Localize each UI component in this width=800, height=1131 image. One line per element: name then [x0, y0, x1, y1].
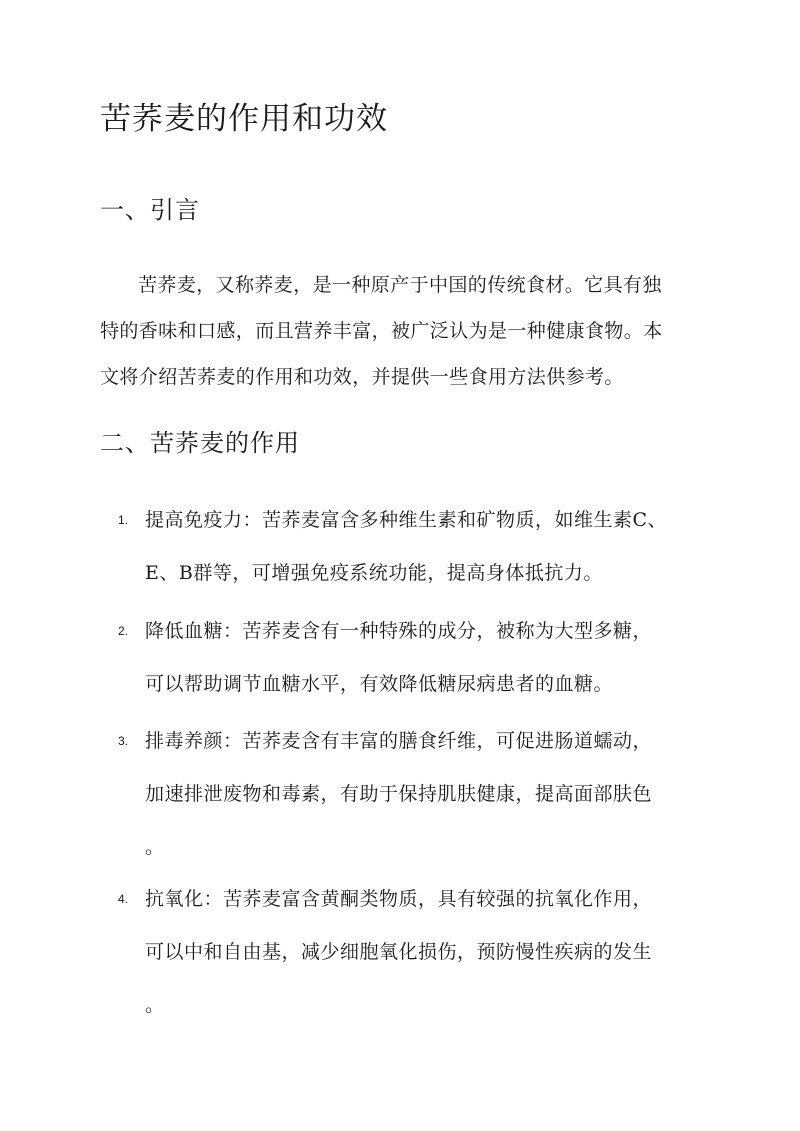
list-item-detox: [118, 715, 700, 874]
list-item-line: 排毒养颜：苦荞麦含有丰富的膳食纤维，可促进肠道蠕动，: [145, 730, 653, 752]
list-item-line: 提高免疫力：苦荞麦富含多种维生素和矿物质，如维生素C、: [145, 509, 668, 531]
list-item-line: E、B群等，可增强免疫系统功能，提高身体抵抗力。: [145, 562, 603, 584]
paragraph-line: 特的香味和口感，而且营养丰富，被广泛认为是一种健康食物。本: [100, 320, 663, 342]
paragraph-line: 苦荞麦，又称荞麦，是一种原产于中国的传统食材。它具有独: [138, 274, 662, 296]
list-item-line: 抗氧化：苦荞麦富含黄酮类物质，具有较强的抗氧化作用，: [145, 888, 653, 910]
section-heading-effects: 二、苦荞麦的作用: [100, 429, 300, 457]
paragraph-line: 文将介绍苦荞麦的作用和功效，并提供一些食用方法供参考。: [100, 366, 624, 388]
list-item-line: 。: [145, 836, 165, 858]
list-item-line: 加速排泄废物和毒素，有助于保持肌肤健康，提高面部肤色: [145, 783, 653, 805]
section-heading-introduction: 一、引言: [100, 196, 200, 224]
list-item-line: 可以中和自由基，减少细胞氧化损伤，预防慢性疾病的发生: [145, 941, 653, 963]
list-item-blood-sugar: [118, 605, 700, 711]
list-item-number: 2.: [118, 624, 129, 638]
document-title: 苦荞麦的作用和功效: [100, 101, 388, 137]
list-item-number: 4.: [118, 892, 129, 906]
list-item-number: 3.: [118, 734, 129, 748]
list-item-line: 降低血糖：苦荞麦含有一种特殊的成分，被称为大型多糖，: [145, 620, 653, 642]
list-item-immunity: [118, 494, 700, 600]
list-item-antioxidant: [118, 873, 700, 1032]
list-item-number: 1.: [118, 513, 129, 527]
list-item-line: 。: [145, 994, 165, 1016]
list-item-line: 可以帮助调节血糖水平，有效降低糖尿病患者的血糖。: [145, 673, 614, 695]
introduction-paragraph: [100, 262, 700, 400]
